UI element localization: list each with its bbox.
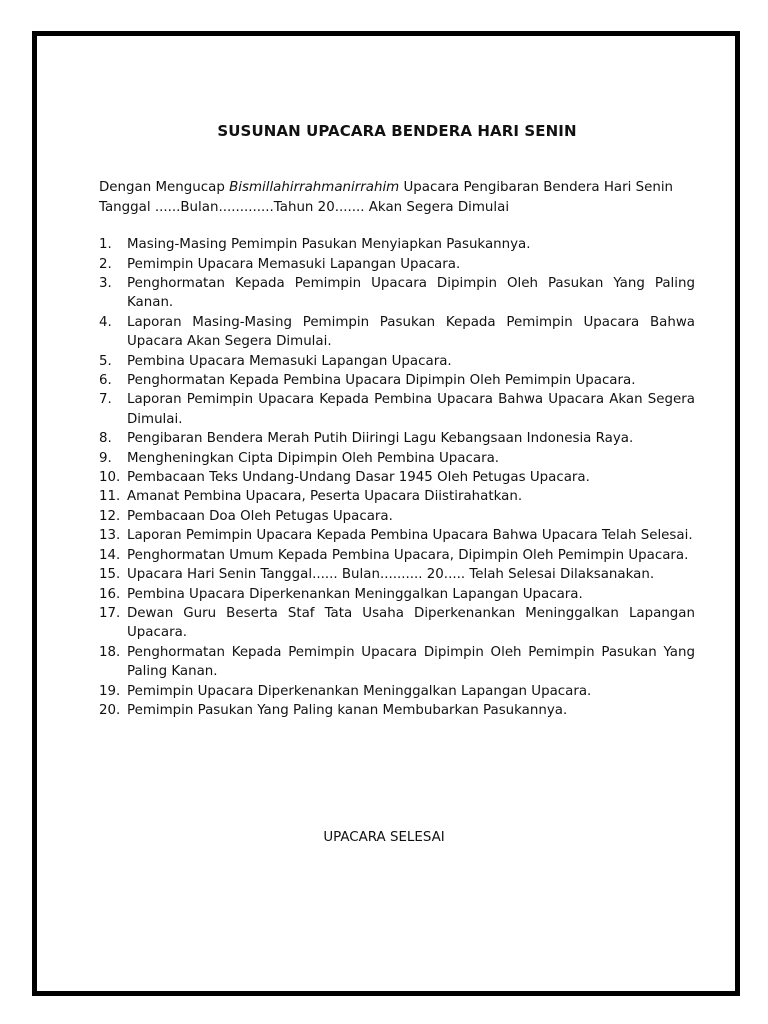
agenda-item: [99, 643, 695, 682]
agenda-item-text: Amanat Pembina Upacara, Peserta Upacara Diistirahatkan.: [127, 489, 523, 505]
intro-bismillah: Bismillahirrahmanirrahim: [229, 180, 400, 195]
agenda-item-number: 14.: [99, 547, 121, 563]
agenda-item-number: 9.: [99, 450, 112, 466]
agenda-item: [99, 313, 695, 352]
agenda-item: [99, 565, 695, 584]
agenda-item-text: Mengheningkan Cipta Dipimpin Oleh Pembina Upacara.: [127, 450, 500, 466]
agenda-item-text: Masing-Masing Pemimpin Pasukan Menyiapkan Pasukannya.: [127, 237, 531, 253]
agenda-item-text: Dewan Guru Beserta Staf Tata Usaha Diperkenankan Meninggalkan Lapangan Upacara.: [127, 605, 695, 641]
agenda-item: [99, 487, 695, 506]
agenda-item-number: 16.: [99, 586, 121, 602]
agenda-item-text: Penghormatan Kepada Pemimpin Upacara Dipimpin Oleh Pemimpin Pasukan Yang Paling Kanan.: [127, 644, 695, 680]
intro-paragraph: [99, 178, 695, 217]
agenda-item-text: Laporan Pemimpin Upacara Kepada Pembina Upacara Bahwa Upacara Telah Selesai.: [127, 528, 693, 544]
agenda-item: [99, 371, 695, 390]
agenda-item-number: 10.: [99, 470, 121, 486]
agenda-item-text: Penghormatan Kepada Pembina Upacara Dipimpin Oleh Pemimpin Upacara.: [127, 373, 636, 389]
agenda-item-text: Pembina Upacara Diperkenankan Meninggalkan Lapangan Upacara.: [127, 586, 583, 602]
agenda-item: [99, 468, 695, 487]
agenda-item: [99, 682, 695, 701]
intro-prefix: Dengan Mengucap: [99, 180, 230, 195]
closing-text: UPACARA SELESAI: [323, 830, 445, 845]
agenda-item-number: 11.: [99, 489, 121, 505]
agenda-item-number: 2.: [99, 256, 112, 272]
agenda-item: [99, 429, 695, 448]
agenda-item-text: Pembacaan Teks Undang-Undang Dasar 1945 Oleh Petugas Upacara.: [127, 470, 590, 486]
agenda-item: [99, 390, 695, 429]
intro-line-1: [99, 178, 695, 198]
agenda-item: [99, 701, 695, 720]
agenda-item-number: 13.: [99, 528, 121, 544]
agenda-item-text: Pembina Upacara Memasuki Lapangan Upacara.: [127, 353, 452, 369]
agenda-item: [99, 546, 695, 565]
agenda-item: [99, 274, 695, 313]
agenda-item: [99, 449, 695, 468]
agenda-item-text: Pemimpin Upacara Diperkenankan Meninggalkan Lapangan Upacara.: [127, 683, 592, 699]
intro-line-2: Tanggal ......Bulan.............Tahun 20....... Akan Segera Dimulai: [99, 199, 510, 215]
agenda-item-text: Pembacaan Doa Oleh Petugas Upacara.: [127, 508, 393, 524]
intro-line1-rest: Upacara Pengibaran Bendera Hari Senin: [399, 180, 674, 195]
agenda-item: [99, 604, 695, 643]
agenda-item-number: 15.: [99, 567, 121, 583]
agenda-item-number: 7.: [99, 392, 112, 408]
agenda-item-number: 17.: [99, 605, 121, 621]
agenda-item-number: 6.: [99, 373, 112, 389]
agenda-item: [99, 507, 695, 526]
agenda-item-text: Laporan Pemimpin Upacara Kepada Pembina Upacara Bahwa Upacara Akan Segera Dimulai.: [127, 392, 695, 427]
agenda-item-number: 18.: [99, 644, 121, 660]
agenda-item-text: Pengibaran Bendera Merah Putih Diiringi Lagu Kebangsaan Indonesia Raya.: [127, 431, 634, 447]
agenda-item-number: 19.: [99, 683, 121, 699]
agenda-item-number: 8.: [99, 431, 112, 447]
agenda-item-text: Pemimpin Upacara Memasuki Lapangan Upacara.: [127, 256, 461, 272]
agenda-item-text: Laporan Masing-Masing Pemimpin Pasukan Kepada Pemimpin Upacara Bahwa Upacara Akan Segera Dimulai.: [127, 314, 695, 350]
agenda-item-number: 5.: [99, 353, 112, 369]
document-title: SUSUNAN UPACARA BENDERA HARI SENIN: [217, 122, 577, 140]
agenda-item-text: Upacara Hari Senin Tanggal...... Bulan.......... 20..... Telah Selesai Dilaksanakan.: [127, 567, 655, 583]
agenda-item-number: 4.: [99, 314, 112, 330]
agenda-item-number: 3.: [99, 276, 112, 291]
agenda-item-text: Penghormatan Umum Kepada Pembina Upacara, Dipimpin Oleh Pemimpin Upacara.: [127, 547, 689, 563]
agenda-item: [99, 585, 695, 604]
agenda-item: [99, 526, 695, 545]
agenda-item: [99, 255, 695, 274]
agenda-item: [99, 352, 695, 371]
agenda-item-text: Penghormatan Kepada Pemimpin Upacara Dipimpin Oleh Pasukan Yang Paling Kanan.: [127, 276, 695, 311]
agenda-list: [99, 235, 695, 720]
agenda-item-number: 12.: [99, 508, 121, 524]
agenda-item: [99, 235, 695, 254]
agenda-item-number: 20.: [99, 702, 121, 718]
agenda-item-text: Pemimpin Pasukan Yang Paling kanan Membubarkan Pasukannya.: [127, 702, 568, 718]
document-body: [99, 121, 695, 720]
agenda-item-number: 1.: [99, 237, 112, 253]
